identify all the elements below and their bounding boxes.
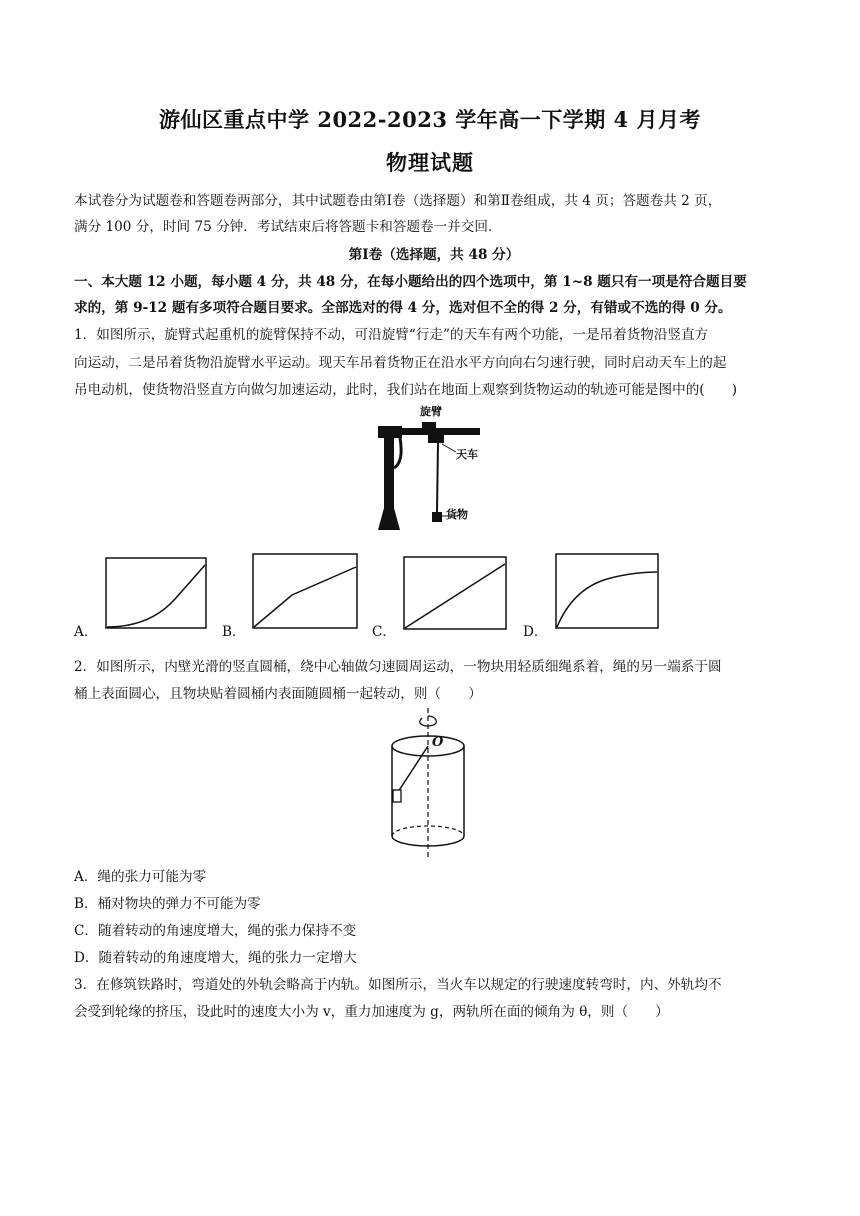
q1-line-3: 吊电动机，使货物沿竖直方向做匀加速运动，此时，我们站在地面上观察到货物运动的轨迹可能是图中的( ) bbox=[74, 382, 738, 398]
q1-option-b-graph bbox=[252, 553, 358, 629]
q2-choice-d: D．随着转动的角速度增大，绳的张力一定增大 bbox=[74, 950, 357, 966]
q2-choice-c: C．随着转动的角速度增大，绳的张力保持不变 bbox=[74, 923, 357, 939]
q1-option-a-graph bbox=[105, 557, 207, 629]
curve-c bbox=[405, 564, 505, 628]
q3-line-2: 会受到轮缘的挤压，设此时的速度大小为 v，重力加速度为 g，两轨所在面的倾角为 θ，则（ ） bbox=[74, 1004, 669, 1020]
q1-option-c-label: C． bbox=[372, 624, 396, 640]
crane-arm-label: 旋臂 bbox=[420, 405, 442, 418]
crane-mast bbox=[384, 434, 394, 510]
intro-line-2: 满分 100 分，时间 75 分钟．考试结束后将答题卡和答题卷一并交回． bbox=[74, 219, 502, 235]
q1-line-1: 1．如图所示，旋臂式起重机的旋臂保持不动，可沿旋臂“行走”的天车有两个功能，一是吊着货物沿竖直方 bbox=[74, 327, 709, 343]
intro-line-1: 本试卷分为试题卷和答题卷两部分，其中试题卷由第Ⅰ卷（选择题）和第Ⅱ卷组成，共 4 页；答题卷共 2 页， bbox=[74, 193, 722, 209]
q1-option-b-label: B． bbox=[222, 624, 246, 640]
curve-a bbox=[107, 565, 205, 627]
crane-figure bbox=[370, 404, 490, 534]
section-instruction-line-2: 求的，第 9-12 题有多项符合题目要求。全部选对的得 4 分，选对但不全的得 2 分，有错或不选的得 0 分。 bbox=[74, 300, 732, 316]
q3-line-1: 3．在修筑铁路时，弯道处的外轨会略高于内轨。如图所示，当火车以规定的行驶速度转弯时，内、外轨均不 bbox=[74, 977, 722, 993]
exam-subtitle: 物理试题 bbox=[386, 150, 474, 175]
crane-rope bbox=[437, 442, 438, 512]
cylinder-figure bbox=[380, 708, 480, 860]
section-instruction-line-1: 一、本大题 12 小题，每小题 4 分，共 48 分，在每小题给出的四个选项中，第 1~8 题只有一项是符合题目要 bbox=[74, 274, 747, 290]
q2-line-2: 桶上表面圆心，且物块贴着圆桶内表面随圆桶一起转动，则（ ） bbox=[74, 686, 482, 702]
crane-arm bbox=[398, 428, 480, 435]
curve-b bbox=[254, 567, 356, 627]
crane-cargo bbox=[432, 512, 442, 522]
q1-option-a-label: A． bbox=[74, 624, 98, 640]
crane-base bbox=[378, 508, 400, 530]
section-heading: 第Ⅰ卷（选择题，共 48 分） bbox=[348, 247, 520, 263]
block bbox=[393, 790, 401, 802]
q1-option-c-graph bbox=[403, 556, 507, 630]
crane-cargo-label: 货物 bbox=[446, 508, 468, 521]
crane-trolley-label: 天车 bbox=[456, 448, 478, 461]
crane-brace bbox=[394, 438, 401, 468]
q2-choice-b: B．桶对物块的弹力不可能为零 bbox=[74, 896, 261, 912]
exam-title: 游仙区重点中学 2022-2023 学年高一下学期 4 月月考 bbox=[159, 107, 701, 132]
q2-line-1: 2．如图所示，内壁光滑的竖直圆桶，绕中心轴做匀速圆周运动，一物块用轻质细绳系着，绳的另一端系于圆 bbox=[74, 659, 722, 675]
crane-cab bbox=[422, 422, 436, 430]
q1-option-d-graph bbox=[555, 553, 659, 629]
q2-choice-a: A．绳的张力可能为零 bbox=[74, 869, 207, 885]
q1-option-d-label: D． bbox=[523, 624, 548, 640]
q1-line-2: 向运动，二是吊着货物沿旋臂水平运动。现天车吊着货物正在沿水平方向向右匀速行驶，同时启动天车上的起 bbox=[74, 355, 727, 371]
crane-trolley bbox=[428, 434, 444, 443]
curve-d bbox=[557, 572, 657, 627]
center-point-label: O bbox=[432, 735, 444, 750]
